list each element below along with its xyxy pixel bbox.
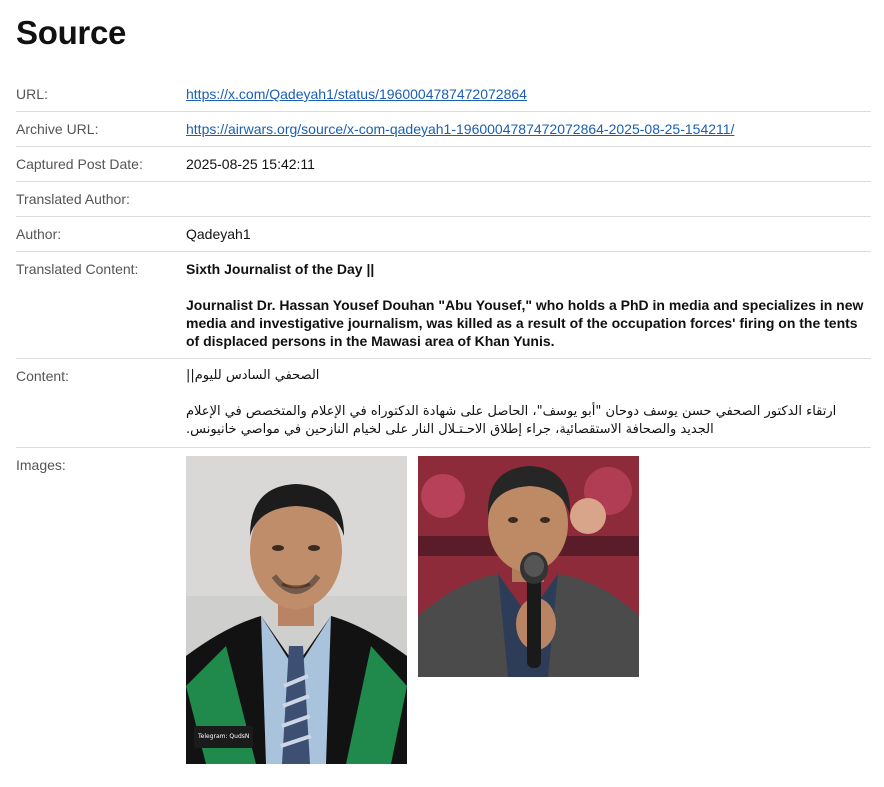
content-paragraph: الصحفي السادس لليوم|| xyxy=(186,368,320,383)
archive-url-link[interactable]: https://airwars.org/source/x-com-qadeyah1-1960004787472072864-2025-08-25-154211/ xyxy=(186,121,735,137)
row-archive-url xyxy=(16,112,871,147)
row-translated-author xyxy=(16,182,871,217)
page-title: Source xyxy=(16,14,127,51)
row-translated-content xyxy=(16,252,871,359)
translated-content-paragraph: Sixth Journalist of the Day || xyxy=(186,261,375,277)
translated-content-label: Translated Content: xyxy=(16,261,139,277)
images-label: Images: xyxy=(16,457,66,473)
translated-author-value xyxy=(186,182,871,216)
archive-url-label: Archive URL: xyxy=(16,121,99,137)
content-paragraph: ارتقاء الدكتور الصحفي حسن يوسف دوحان "أبو يوسف"، الحاصل على شهادة الدكتوراه في الإعلام والمتخصص في الإعلام الجديد والصحافة الاستقصائية، جراء إطلاق الاحـتـلال النار على لخيام النازحين في مواصي خانيونس. xyxy=(186,404,837,437)
watermark-label: Telegram: QudsN xyxy=(194,726,253,748)
row-content xyxy=(16,359,871,448)
content-label: Content: xyxy=(16,368,69,384)
translated-content-paragraph: Journalist Dr. Hassan Yousef Douhan "Abu Yousef," who holds a PhD in media and specializes in new media and investigative journalism, was killed as a result of the occupation forces' firing on the tents of displaced persons in the Mawasi area of Khan Yunis. xyxy=(186,297,864,349)
source-details-table xyxy=(16,77,871,772)
translated-author-label: Translated Author: xyxy=(16,191,130,207)
captured-post-date-value: 2025-08-25 15:42:11 xyxy=(186,156,315,172)
row-url xyxy=(16,77,871,112)
journalist-photo-microphone[interactable] xyxy=(418,456,639,677)
url-link[interactable]: https://x.com/Qadeyah1/status/1960004787472072864 xyxy=(186,86,527,102)
image-gallery xyxy=(186,448,871,764)
row-images xyxy=(16,448,871,772)
row-author xyxy=(16,217,871,252)
captured-post-date-label: Captured Post Date: xyxy=(16,156,143,172)
row-captured-post-date xyxy=(16,147,871,182)
author-value: Qadeyah1 xyxy=(186,226,251,242)
journalist-photo-graduation[interactable] xyxy=(186,456,407,764)
author-label: Author: xyxy=(16,226,62,242)
url-label: URL: xyxy=(16,86,48,102)
